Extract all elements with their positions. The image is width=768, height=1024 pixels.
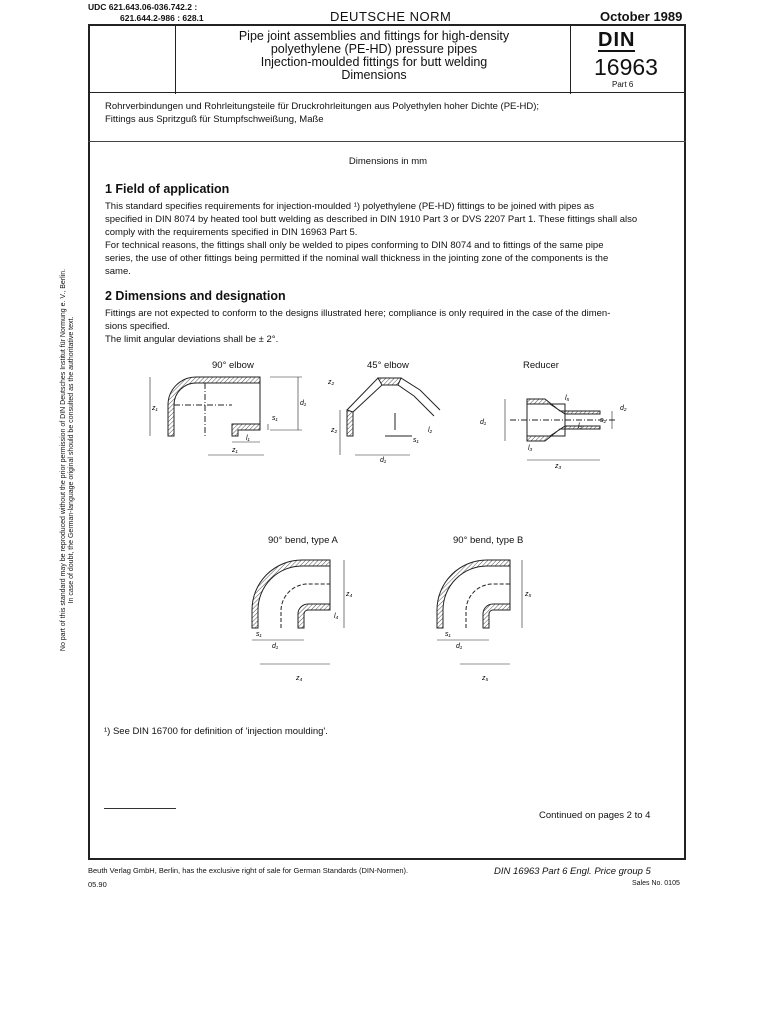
s1p1-line-1: This standard specifies requirements for injection-moulded ¹) polyethylene (PE-HD) fittings to be joined with pipes as bbox=[105, 201, 594, 212]
label-s1-a: s₁ bbox=[272, 415, 278, 422]
label-z2: z₂ bbox=[331, 427, 338, 434]
label-l1: l₁ bbox=[246, 435, 250, 442]
label-d1-a: d₁ bbox=[300, 400, 307, 407]
figure-label-90-bend-b: 90° bend, type B bbox=[453, 535, 524, 546]
publication-date: October 1989 bbox=[600, 9, 683, 24]
publisher-note: Beuth Verlag GmbH, Berlin, has the exclusive right of sale for German Standards (DIN-Normen). bbox=[88, 866, 409, 875]
side-note-line-1: No part of this standard may be reproduced without the prior permission of DIN Deutsches Institut für Normung e. V., Berlin. bbox=[60, 268, 67, 652]
label-z5-v: z₅ bbox=[525, 591, 532, 598]
s1p2-line-2: series, the use of other fittings being permitted if the nominal wall thickness in the jointing zone of the components is the bbox=[105, 253, 609, 264]
label-z4: z₄ bbox=[296, 675, 303, 682]
s2p1-line-1: Fittings are not expected to conform to the designs illustrated here; compliance is only required in the case of the dimen- bbox=[105, 308, 611, 319]
footer-reference: DIN 16963 Part 6 Engl. Price group 5 bbox=[494, 866, 651, 877]
title-line-3: Injection-moulded fittings for butt welding bbox=[260, 55, 488, 69]
label-d1-d: d₁ bbox=[272, 643, 279, 650]
label-d1-b: d₁ bbox=[380, 457, 387, 464]
label-z1-bottom: z₁ bbox=[232, 447, 238, 454]
label-z5: z₅ bbox=[482, 675, 489, 682]
figure-label-90-elbow: 90° elbow bbox=[212, 360, 254, 371]
s1p1-line-2: specified in DIN 8074 by heated tool butt welding as described in DIN 1910 Part 3 or DVS 2207 Part 1. These fittings shall also bbox=[105, 214, 638, 225]
label-d2: d₂ bbox=[620, 405, 627, 412]
s2p1-line-2: sions specified. bbox=[105, 321, 170, 332]
footnote-rule bbox=[104, 808, 176, 809]
s1p1-line-3: comply with the requirements specified in DIN 16963 Part 5. bbox=[105, 227, 358, 238]
footnote: ¹) See DIN 16700 for definition of 'injection moulding'. bbox=[104, 726, 328, 737]
dimensions-note: Dimensions in mm bbox=[348, 156, 428, 167]
label-l2-r: l₂ bbox=[578, 423, 583, 430]
sales-number: Sales No. 0105 bbox=[632, 880, 680, 887]
s1p2-line-1: For technical reasons, the fittings shall only be welded to pipes conforming to DIN 8074 and to fittings of the same pipe bbox=[105, 240, 604, 251]
label-s1-c: s₁ bbox=[256, 631, 262, 638]
continued-note: Continued on pages 2 to 4 bbox=[539, 810, 651, 821]
label-s1-d: s₁ bbox=[445, 631, 451, 638]
udc-line-2: 621.644.2-986 : 628.1 bbox=[120, 13, 204, 23]
label-s2: s₂ bbox=[600, 417, 607, 424]
figure-label-reducer: Reducer bbox=[523, 360, 559, 371]
din-logo: DIN bbox=[598, 29, 636, 51]
label-z1: z₁ bbox=[152, 405, 158, 412]
side-note-line-2: In case of doubt, the German-language original should be consulted as the authoritative text. bbox=[68, 316, 75, 604]
label-d1-e: d₁ bbox=[456, 643, 463, 650]
title-line-4: Dimensions bbox=[341, 68, 407, 82]
drawing-90-bend-b bbox=[437, 560, 522, 664]
label-l2: l₂ bbox=[428, 427, 433, 434]
udc-line-1: UDC 621.643.06-036.742.2 : bbox=[88, 2, 198, 12]
label-l4: l₄ bbox=[334, 613, 339, 620]
footer-code: 05.90 bbox=[88, 880, 107, 889]
din-part: Part 6 bbox=[612, 80, 634, 89]
title-line-2: polyethylene (PE-HD) pressure pipes bbox=[270, 42, 478, 56]
title-line-1: Pipe joint assemblies and fittings for high-density bbox=[238, 29, 510, 43]
label-z2-top: z₂ bbox=[328, 379, 335, 386]
label-d1-c: d₁ bbox=[480, 419, 487, 426]
german-title-line-2: Fittings aus Spritzguß für Stumpfschweißung, Maße bbox=[105, 114, 324, 125]
label-z3: z₃ bbox=[555, 463, 562, 470]
deutsche-norm-label: DEUTSCHE NORM bbox=[330, 9, 452, 24]
section-2-heading: 2 Dimensions and designation bbox=[105, 289, 286, 303]
din-number: 16963 bbox=[594, 54, 658, 80]
label-l3: l₃ bbox=[528, 445, 533, 452]
figure-label-90-bend-a: 90° bend, type A bbox=[268, 535, 338, 546]
drawing-45-elbow bbox=[340, 378, 440, 455]
label-s1-b: s₁ bbox=[413, 437, 419, 444]
drawing-reducer bbox=[505, 399, 615, 460]
drawing-90-bend-a bbox=[252, 560, 344, 664]
label-z4-v: z₄ bbox=[346, 591, 353, 598]
drawing-90-elbow bbox=[150, 377, 302, 455]
figure-label-45-elbow: 45° elbow bbox=[367, 360, 409, 371]
label-l5: l₅ bbox=[565, 395, 570, 402]
german-title-line-1: Rohrverbindungen und Rohrleitungsteile für Druckrohrleitungen aus Polyethylen hoher Dichte (PE-HD); bbox=[105, 101, 540, 112]
s1p2-line-3: same. bbox=[105, 266, 131, 277]
section-1-heading: 1 Field of application bbox=[105, 182, 230, 196]
section-2-paragraph-2: The limit angular deviations shall be ± 2°. bbox=[105, 334, 279, 345]
